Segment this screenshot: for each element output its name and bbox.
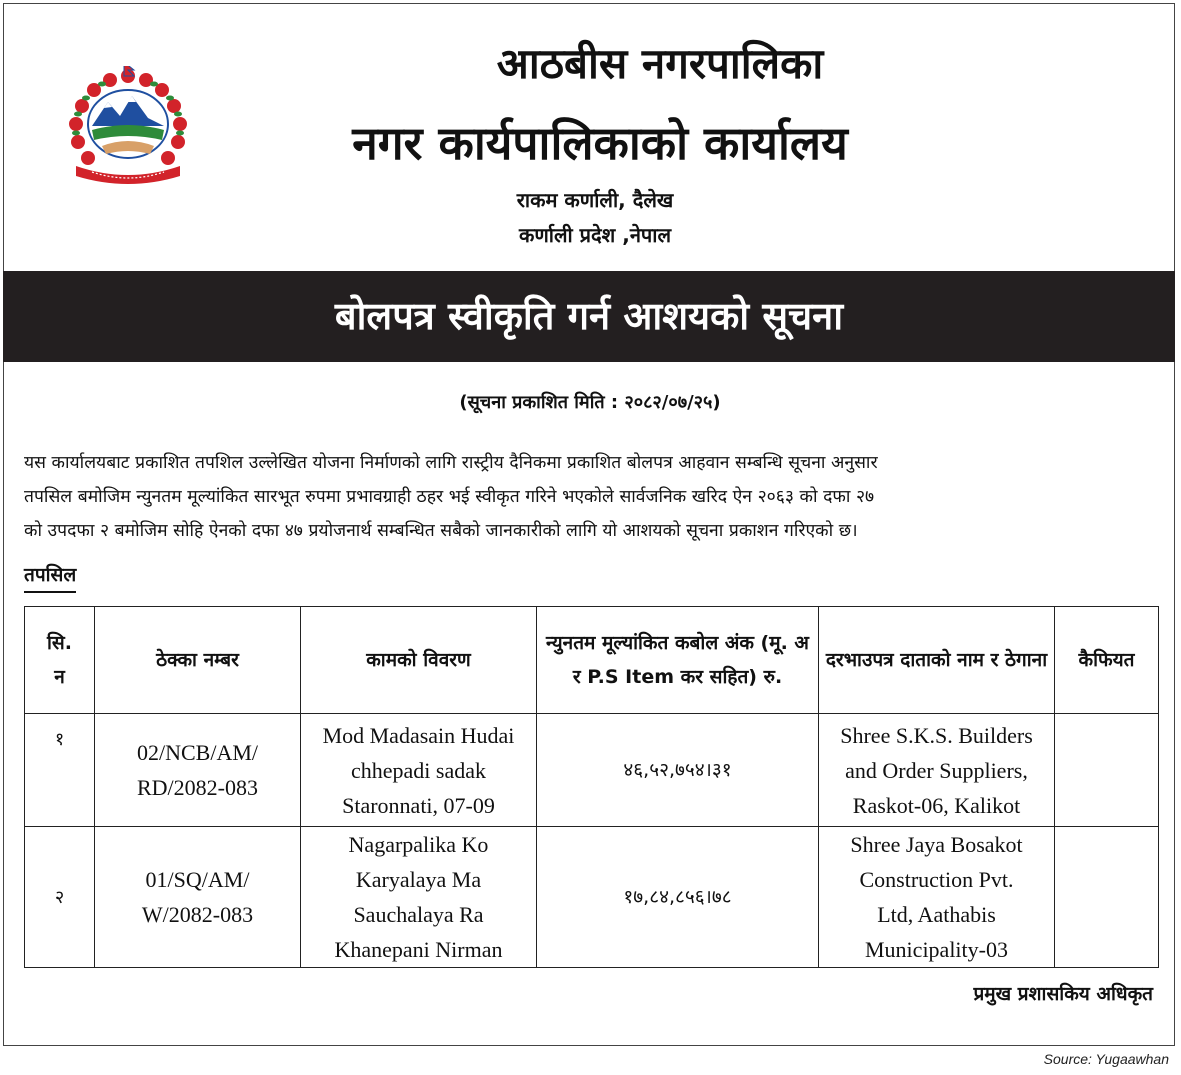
published-date: (सूचना प्रकाशित मिति : २०८२/०७/२५) [459, 392, 721, 413]
cell-bidder: Shree Jaya Bosakot Construction Pvt. Ltd, Aathabis Municipality-03 [819, 827, 1055, 968]
signatory-title: प्रमुख प्रशासकिय अधिकृत [973, 983, 1153, 1005]
notice-body-line: यस कार्यालयबाट प्रकाशित तपशिल उल्लेखित योजना निर्माणको लागि रास्ट्रीय दैनिकमा प्रकाशित बोलपत्र आहवान सम्बन्धि सूचना अनुसार [24, 453, 878, 473]
address-line-1: राकम कर्णाली, दैलेख [516, 188, 674, 212]
header-remarks: कैफियत [1055, 607, 1159, 714]
table-row [25, 714, 1159, 827]
header-bidder: दरभाउपत्र दाताको नाम र ठेगाना [819, 607, 1055, 714]
office-name: नगर कार्यपालिकाको कार्यालय [352, 116, 848, 170]
notice-title-banner: बोलपत्र स्वीकृति गर्न आशयको सूचना [3, 271, 1175, 362]
municipality-name: आठबीस नगरपालिका [496, 39, 824, 88]
nepal-government-emblem-icon [62, 66, 194, 186]
notice-body-line: तपसिल बमोजिम न्युनतम मूल्यांकित सारभूत रुपमा प्रभावग्राही ठहर भई स्वीकृत गरिने भएकोले सार्वजनिक खरिद ऐन २०६३ को दफा २७ [24, 487, 875, 507]
cell-remarks [1055, 827, 1159, 968]
contracts-table [24, 606, 1159, 968]
section-label: तपसिल [24, 560, 76, 593]
header-serial: सि. न [25, 607, 95, 714]
header-description: कामको विवरण [301, 607, 537, 714]
cell-contract-no: 02/NCB/AM/ RD/2082-083 [95, 714, 301, 827]
cell-description: Mod Madasain Hudai chhepadi sadak Staronnati, 07-09 [301, 714, 537, 827]
cell-amount: ४६,५२,७५४।३१ [537, 714, 819, 827]
cell-description: Nagarpalika Ko Karyalaya Ma Sauchalaya Ra Khanepani Nirman [301, 827, 537, 968]
header-contract-no: ठेक्का नम्बर [95, 607, 301, 714]
notice-body-line: को उपदफा २ बमोजिम सोहि ऐनको दफा ४७ प्रयोजनार्थ सम्बन्धित सबैको जानकारीको लागि यो आशयको सूचना प्रकाशन गरिएको छ। [24, 521, 858, 541]
cell-contract-no: 01/SQ/AM/ W/2082-083 [95, 827, 301, 968]
cell-amount: १७,८४,८५६।७८ [537, 827, 819, 968]
notice-body [24, 446, 1158, 548]
source-credit: Source: Yugaawhan [1043, 1051, 1169, 1067]
cell-remarks [1055, 714, 1159, 827]
cell-serial: १ [25, 714, 95, 827]
table-header-row [25, 607, 1159, 714]
header-amount: न्युनतम मूल्यांकित कबोल अंक (मू. अ र P.S Item कर सहित) रु. [537, 607, 819, 714]
cell-bidder: Shree S.K.S. Builders and Order Suppliers, Raskot-06, Kalikot [819, 714, 1055, 827]
table-row [25, 827, 1159, 968]
address-line-2: कर्णाली प्रदेश ,नेपाल [518, 223, 672, 247]
cell-serial: २ [25, 827, 95, 968]
